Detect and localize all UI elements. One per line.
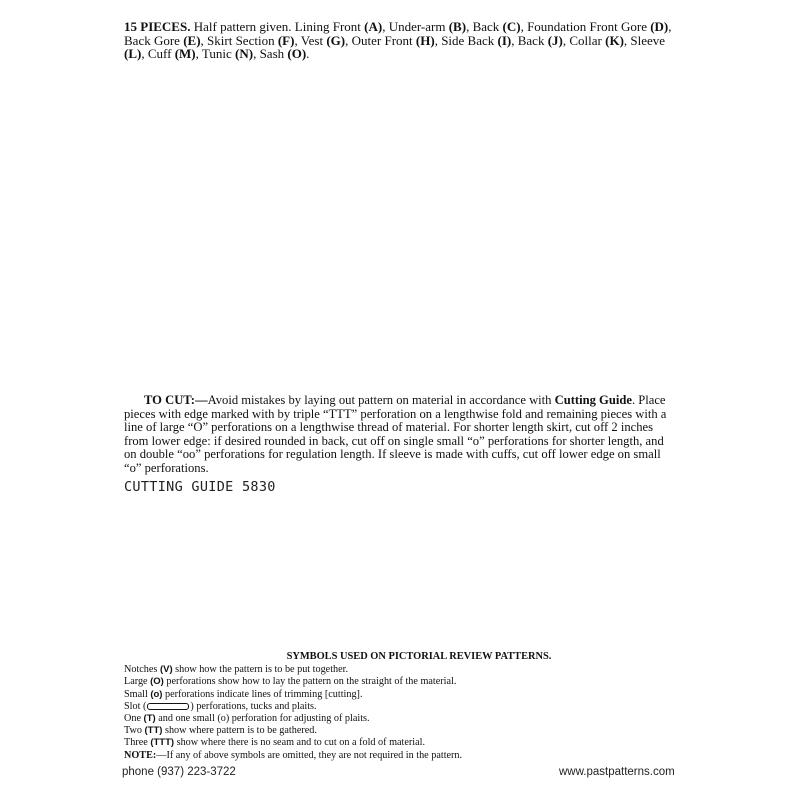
symbol-glyph: (TTT) — [150, 737, 175, 749]
piece-name: Cuff — [147, 46, 175, 61]
piece-code: (O) — [287, 46, 307, 61]
piece-code: (N) — [235, 46, 254, 61]
cutting-guide-stamp: CUTTING GUIDE 5830 — [124, 479, 276, 495]
piece-name: Lining Front — [294, 19, 365, 34]
symbol-glyph: (V) — [159, 664, 173, 676]
cutting-guide-ref: Cutting Guide — [554, 393, 632, 407]
piece-name: Back Gore — [124, 32, 184, 48]
piece-code: (A) — [364, 19, 383, 34]
piece-code: (G) — [326, 32, 346, 48]
pieces-intro: Half pattern given. — [193, 19, 292, 34]
footer-website: www.pastpatterns.com — [559, 766, 675, 778]
piece-name: Back — [472, 19, 503, 34]
piece-code: (F) — [277, 32, 295, 48]
piece-code: (L) — [124, 46, 142, 61]
piece-code: (D) — [650, 19, 669, 34]
piece-name: Foundation Front Gore — [527, 19, 651, 34]
piece-code: (H) — [415, 32, 435, 48]
slot-icon — [147, 703, 189, 710]
symbol-line: Two (TT) show where pattern is to be gathered. — [124, 725, 317, 737]
note-text: —If any of above symbols are omitted, they are not required in the pattern. — [156, 749, 463, 761]
to-cut-instructions — [124, 394, 678, 476]
piece-code: (I) — [497, 32, 512, 48]
pieces-list — [124, 20, 684, 61]
symbol-line: Notches (V) show how the pattern is to be put together. — [124, 664, 349, 676]
piece-name: Back — [517, 32, 548, 48]
piece-name: Under-arm — [388, 19, 449, 34]
piece-code: (C) — [502, 19, 521, 34]
piece-code: (K) — [605, 32, 624, 48]
piece-code: (B) — [448, 19, 467, 34]
symbol-line: Small (o) perforations indicate lines of trimming [cutting]. — [124, 688, 363, 700]
to-cut-text-1: Avoid mistakes by laying out pattern on material in accordance with — [207, 393, 555, 407]
symbol-glyph: (TT) — [144, 725, 163, 737]
symbol-lines — [124, 664, 684, 749]
piece-name: Sash — [259, 46, 288, 61]
symbol-glyph: (O) — [150, 676, 164, 688]
piece-code: (J) — [547, 32, 563, 48]
piece-name: Collar — [569, 32, 606, 48]
symbols-title: SYMBOLS USED ON PICTORIAL REVIEW PATTERNS. — [286, 651, 552, 662]
symbol-line: Slot ( ) perforations, tucks and plaits. — [124, 700, 317, 712]
footer-phone: phone (937) 223-3722 — [122, 766, 236, 778]
piece-name: Tunic — [201, 46, 236, 61]
symbol-line: Large (O) perforations show how to lay the pattern on the straight of the material. — [124, 676, 457, 688]
piece-name: Sleeve — [630, 32, 666, 48]
symbol-glyph: (o) — [150, 688, 163, 700]
piece-name: Outer Front — [351, 32, 416, 48]
piece-name: Skirt Section — [207, 32, 278, 48]
symbol-line: One (T) and one small (o) perforation for adjusting of plaits. — [124, 713, 370, 725]
pieces-count: 15 PIECES. — [124, 19, 191, 34]
piece-code: (M) — [174, 46, 196, 61]
piece-code: (E) — [183, 32, 201, 48]
symbols-note — [124, 750, 684, 762]
piece-name: Side Back — [441, 32, 498, 48]
piece-name: Vest — [300, 32, 327, 48]
to-cut-label: TO CUT:— — [144, 393, 208, 407]
note-label: NOTE: — [124, 749, 157, 761]
to-cut-text-2: . Place pieces with edge marked with by triple “TTT” perforation on a lengthwise fold and remaining pieces with a line of large “O” perforations on a lengthwise thread of material. For shorter length skirt, cut off 2 inches from lower edge: if desired rounded in back, cut off on single small “o” perforations for shorter length, and on double “oo” perforations for regulation length. If sleeve is made with cuffs, cut off lower edge on small “o” perforations. — [124, 393, 667, 475]
symbols-legend — [124, 651, 684, 762]
pieces-items: Lining Front (A), Under-arm (B), Back (C), Foundation Front Gore (D), Back Gore (E), Skirt Section (F), Vest (G), Outer Front (H), Side Back (I), Back (J), Collar (K), Sleeve (L), Cuff (M), Tunic (N), Sash (O). — [124, 19, 672, 61]
symbol-glyph: (T) — [143, 713, 156, 725]
symbol-line: Three (TTT) show where there is no seam and to cut on a fold of material. — [124, 737, 425, 749]
